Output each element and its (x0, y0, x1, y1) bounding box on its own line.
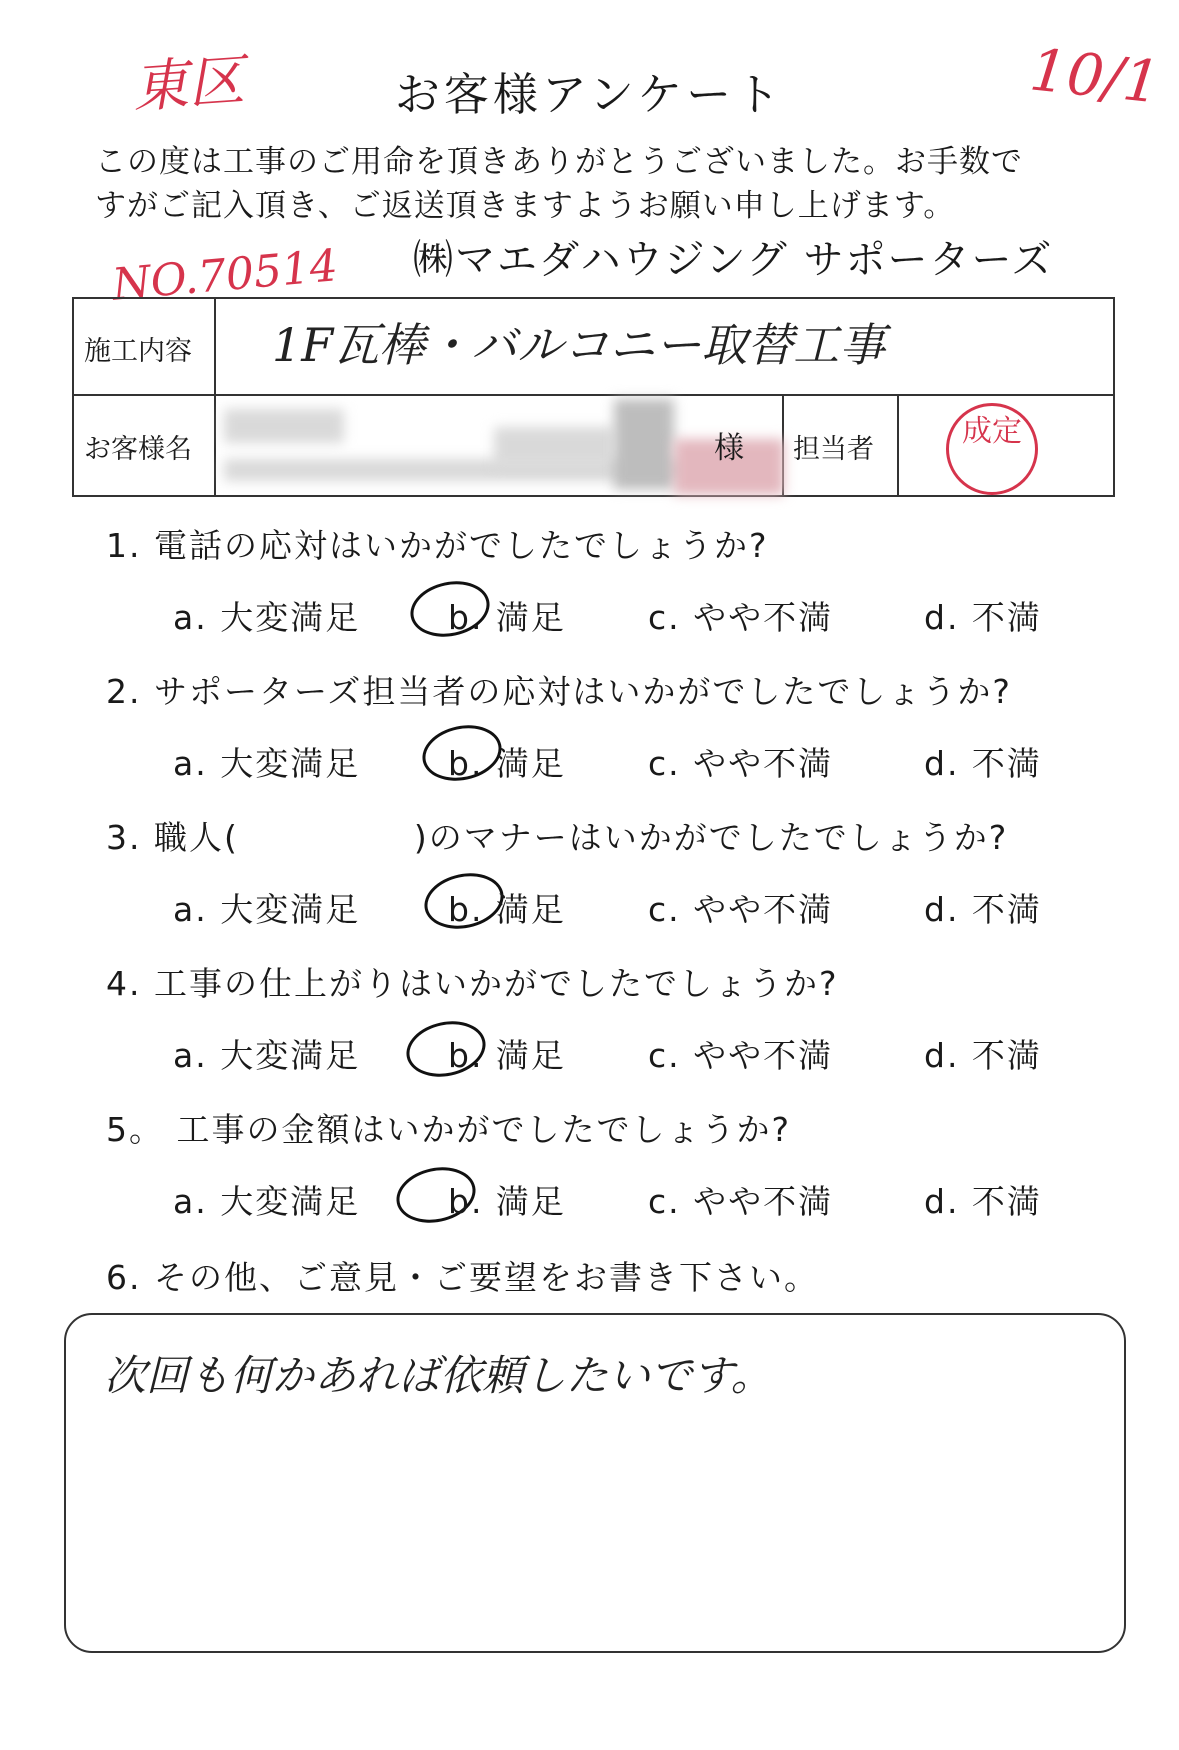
page-title: お客様アンケート (394, 68, 785, 121)
staff-label: 担当者 (793, 434, 874, 465)
info-table (72, 297, 1115, 497)
question-text: 工事の金額はいかがでしたでしょうか? (176, 1110, 792, 1149)
question-6 (106, 1252, 819, 1299)
q4-option-b[interactable]: b. 満足 (448, 1036, 566, 1075)
q2-option-b[interactable]: b. 満足 (448, 744, 566, 783)
q2-option-d[interactable]: d. 不満 (924, 744, 1042, 783)
question-5 (106, 1104, 791, 1151)
work-content-label: 施工内容 (84, 336, 192, 367)
redacted-name-block (614, 399, 674, 489)
q2-option-c[interactable]: c. やや不満 (648, 744, 834, 783)
question-text: 電話の応対はいかがでしたでしょうか? (154, 526, 769, 565)
q4-option-c[interactable]: c. やや不満 (648, 1036, 834, 1075)
table-col-divider (897, 395, 899, 495)
question-number: 2. (106, 672, 142, 711)
comment-box[interactable] (64, 1313, 1126, 1653)
intro-text-line-1: この度は工事のご用命を頂きありがとうございました。お手数で (95, 144, 1023, 180)
date-handwritten-mark: 10/1 (1026, 35, 1164, 117)
work-content-value: 1F瓦棒・バルコニー取替工事 (272, 318, 886, 372)
q5-option-d[interactable]: d. 不満 (924, 1182, 1042, 1221)
question-number: 4. (106, 964, 142, 1003)
customer-honorific: 様 (714, 431, 744, 466)
question-text: 職人( )のマナーはいかがでしたでしょうか? (154, 818, 1009, 857)
question-number: 3. (106, 818, 142, 857)
q4-option-d[interactable]: d. 不満 (924, 1036, 1042, 1075)
q5-option-a[interactable]: a. 大変満足 (173, 1182, 361, 1221)
question-3 (106, 812, 1008, 859)
document-number: NO.70514 (110, 240, 340, 311)
question-1 (106, 520, 769, 567)
q1-option-b[interactable]: b. 満足 (448, 598, 566, 637)
q5-option-c[interactable]: c. やや不満 (648, 1182, 834, 1221)
question-number: 6. (106, 1258, 142, 1297)
q4-option-a[interactable]: a. 大変満足 (173, 1036, 361, 1075)
comment-text: 次回も何かあれば依頼したいです。 (104, 1351, 773, 1400)
question-text: サポーターズ担当者の応対はいかがでしたでしょうか? (154, 672, 1012, 711)
question-text: その他、ご意見・ご要望をお書き下さい。 (154, 1258, 819, 1297)
question-number: 1. (106, 526, 142, 565)
question-number: 5。 (106, 1110, 164, 1149)
q5-option-b[interactable]: b. 満足 (448, 1182, 566, 1221)
question-4 (106, 958, 839, 1005)
q3-option-a[interactable]: a. 大変満足 (173, 890, 361, 929)
question-text: 工事の仕上がりはいかがでしたでしょうか? (154, 964, 839, 1003)
customer-name-label: お客様名 (84, 434, 192, 465)
q1-option-c[interactable]: c. やや不満 (648, 598, 834, 637)
q1-option-a[interactable]: a. 大変満足 (173, 598, 361, 637)
q3-option-d[interactable]: d. 不満 (924, 890, 1042, 929)
q1-option-d[interactable]: d. 不満 (924, 598, 1042, 637)
table-row-divider (74, 394, 1113, 396)
q2-option-a[interactable]: a. 大変満足 (173, 744, 361, 783)
redacted-name-block (494, 427, 614, 467)
staff-seal-stamp: 成定 (946, 403, 1038, 495)
question-2 (106, 666, 1012, 713)
intro-text-line-2: すがご記入頂き、ご返送頂きますようお願い申し上げます。 (95, 188, 956, 224)
q3-option-b[interactable]: b. 満足 (448, 890, 566, 929)
q3-option-c[interactable]: c. やや不満 (648, 890, 834, 929)
company-name: ㈱マエダハウジング サポーターズ (413, 237, 1054, 283)
redacted-name-block (224, 409, 344, 443)
branch-handwritten-mark: 東区 (130, 48, 247, 121)
table-col-divider (214, 299, 216, 495)
